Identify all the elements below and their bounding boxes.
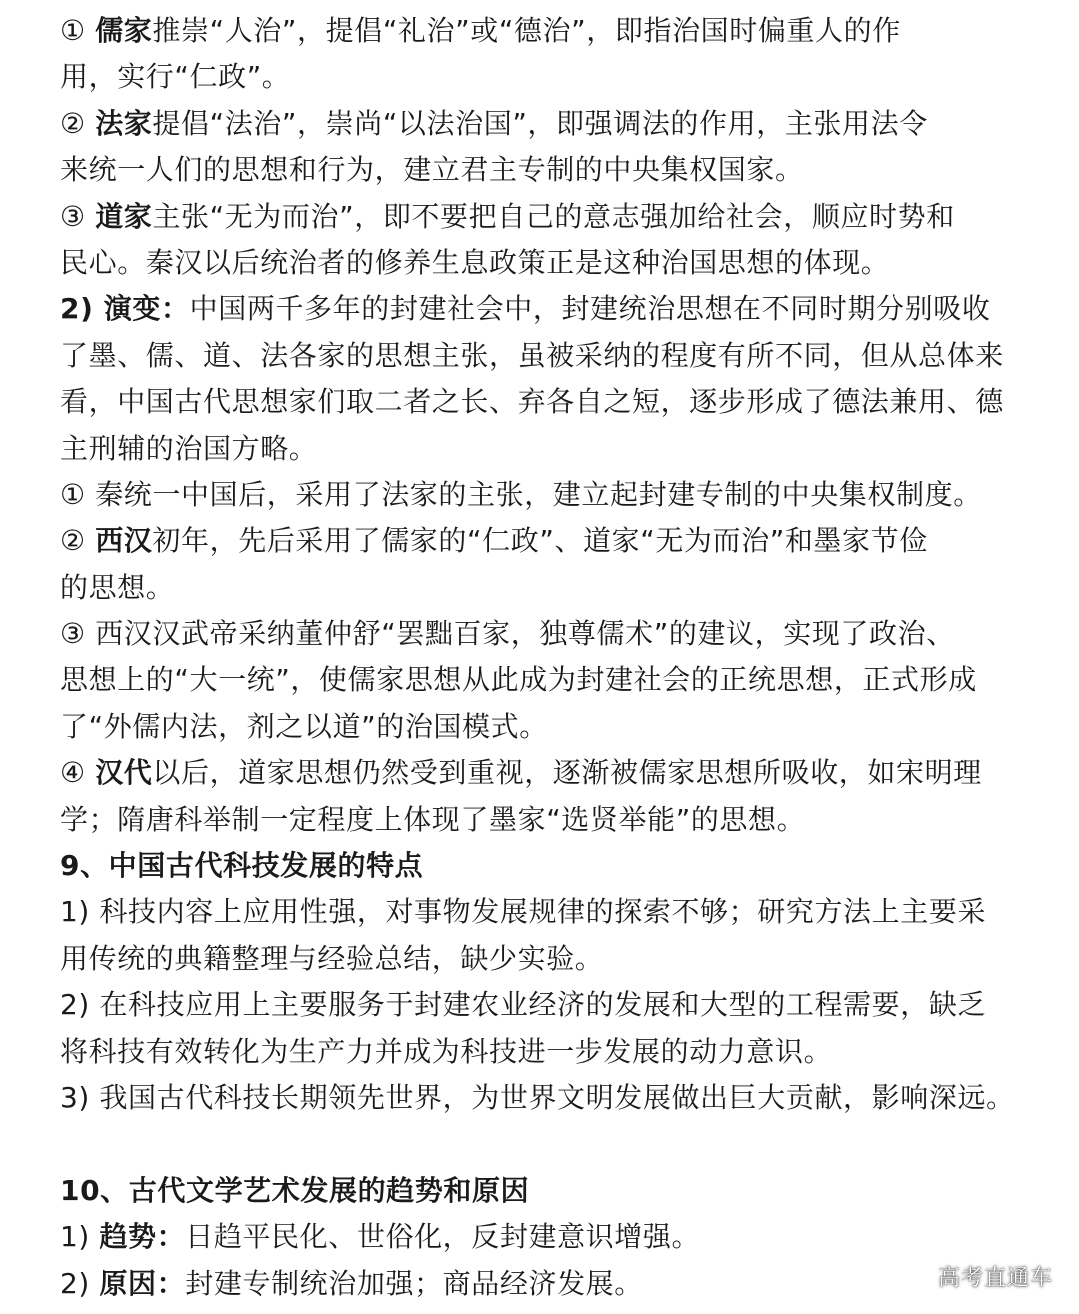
watermark-label: 高考直通车 xyxy=(937,1266,1053,1291)
text-line: 民心。秦汉以后统治者的修养生息政策正是这种治国思想的体现。 xyxy=(60,245,890,279)
section-heading: 9、中国古代科技发展的特点 xyxy=(60,849,424,883)
text-line: ③ 道家主张“无为而治”，即不要把自己的意志强加给社会，顺应时势和 xyxy=(60,199,955,233)
text-line: 用，实行“仁政”。 xyxy=(60,60,291,94)
text-line: 将科技有效转化为生产力并成为科技进一步发展的动力意识。 xyxy=(60,1034,833,1068)
text-line: ③ 西汉汉武帝采纳董仲舒“罢黜百家，独尊儒术”的建议，实现了政治、 xyxy=(60,617,955,651)
document-page xyxy=(60,8,1015,1307)
text-line: 看，中国古代思想家们取二者之长、弃各自之短，逐步形成了德法兼用、德 xyxy=(60,385,1004,419)
text-line: 用传统的典籍整理与经验总结，缺少实验。 xyxy=(60,941,604,975)
text-line: 思想上的“大一统”，使儒家思想从此成为封建社会的正统思想，正式形成 xyxy=(60,663,977,697)
blank-line xyxy=(60,1121,1015,1167)
section-heading: 10、古代文学艺术发展的趋势和原因 xyxy=(60,1173,530,1207)
text-line: 主刑辅的治国方略。 xyxy=(60,431,318,465)
text-line: 2) 在科技应用上主要服务于封建农业经济的发展和大型的工程需要，缺乏 xyxy=(60,988,987,1022)
text-line: 2) 演变：中国两千多年的封建社会中，封建统治思想在不同时期分别吸收 xyxy=(60,292,991,326)
text-line: 2) 原因：封建专制统治加强；商品经济发展。 xyxy=(60,1266,643,1300)
text-line: 的思想。 xyxy=(60,570,175,604)
text-line: ① 秦统一中国后，采用了法家的主张，建立起封建专制的中央集权制度。 xyxy=(60,477,982,511)
text-line: 学；隋唐科举制一定程度上体现了墨家“选贤举能”的思想。 xyxy=(60,802,806,836)
text-line: 1) 科技内容上应用性强，对事物发展规律的探索不够；研究方法上主要采 xyxy=(60,895,987,929)
text-line: 了“外儒内法，剂之以道”的治国模式。 xyxy=(60,709,548,743)
text-line: ② 西汉初年，先后采用了儒家的“仁政”、道家“无为而治”和墨家节俭 xyxy=(60,524,928,558)
text-line: ④ 汉代以后，道家思想仍然受到重视，逐渐被儒家思想所吸收，如宋明理 xyxy=(60,756,982,790)
text-line: 3) 我国古代科技长期领先世界，为世界文明发展做出巨大贡献，影响深远。 xyxy=(60,1080,1015,1114)
text-line: ① 儒家推崇“人治”，提倡“礼治”或“德治”，即指治国时偏重人的作 xyxy=(60,14,901,47)
text-line: 了墨、儒、道、法各家的思想主张，虽被采纳的程度有所不同，但从总体来 xyxy=(60,338,1004,372)
text-line: 1) 趋势：日趋平民化、世俗化，反封建意识增强。 xyxy=(60,1220,701,1254)
text-line: 来统一人们的思想和行为，建立君主专制的中央集权国家。 xyxy=(60,153,804,187)
text-line: ② 法家提倡“法治”，崇尚“以法治国”，即强调法的作用，主张用法令 xyxy=(60,106,928,140)
